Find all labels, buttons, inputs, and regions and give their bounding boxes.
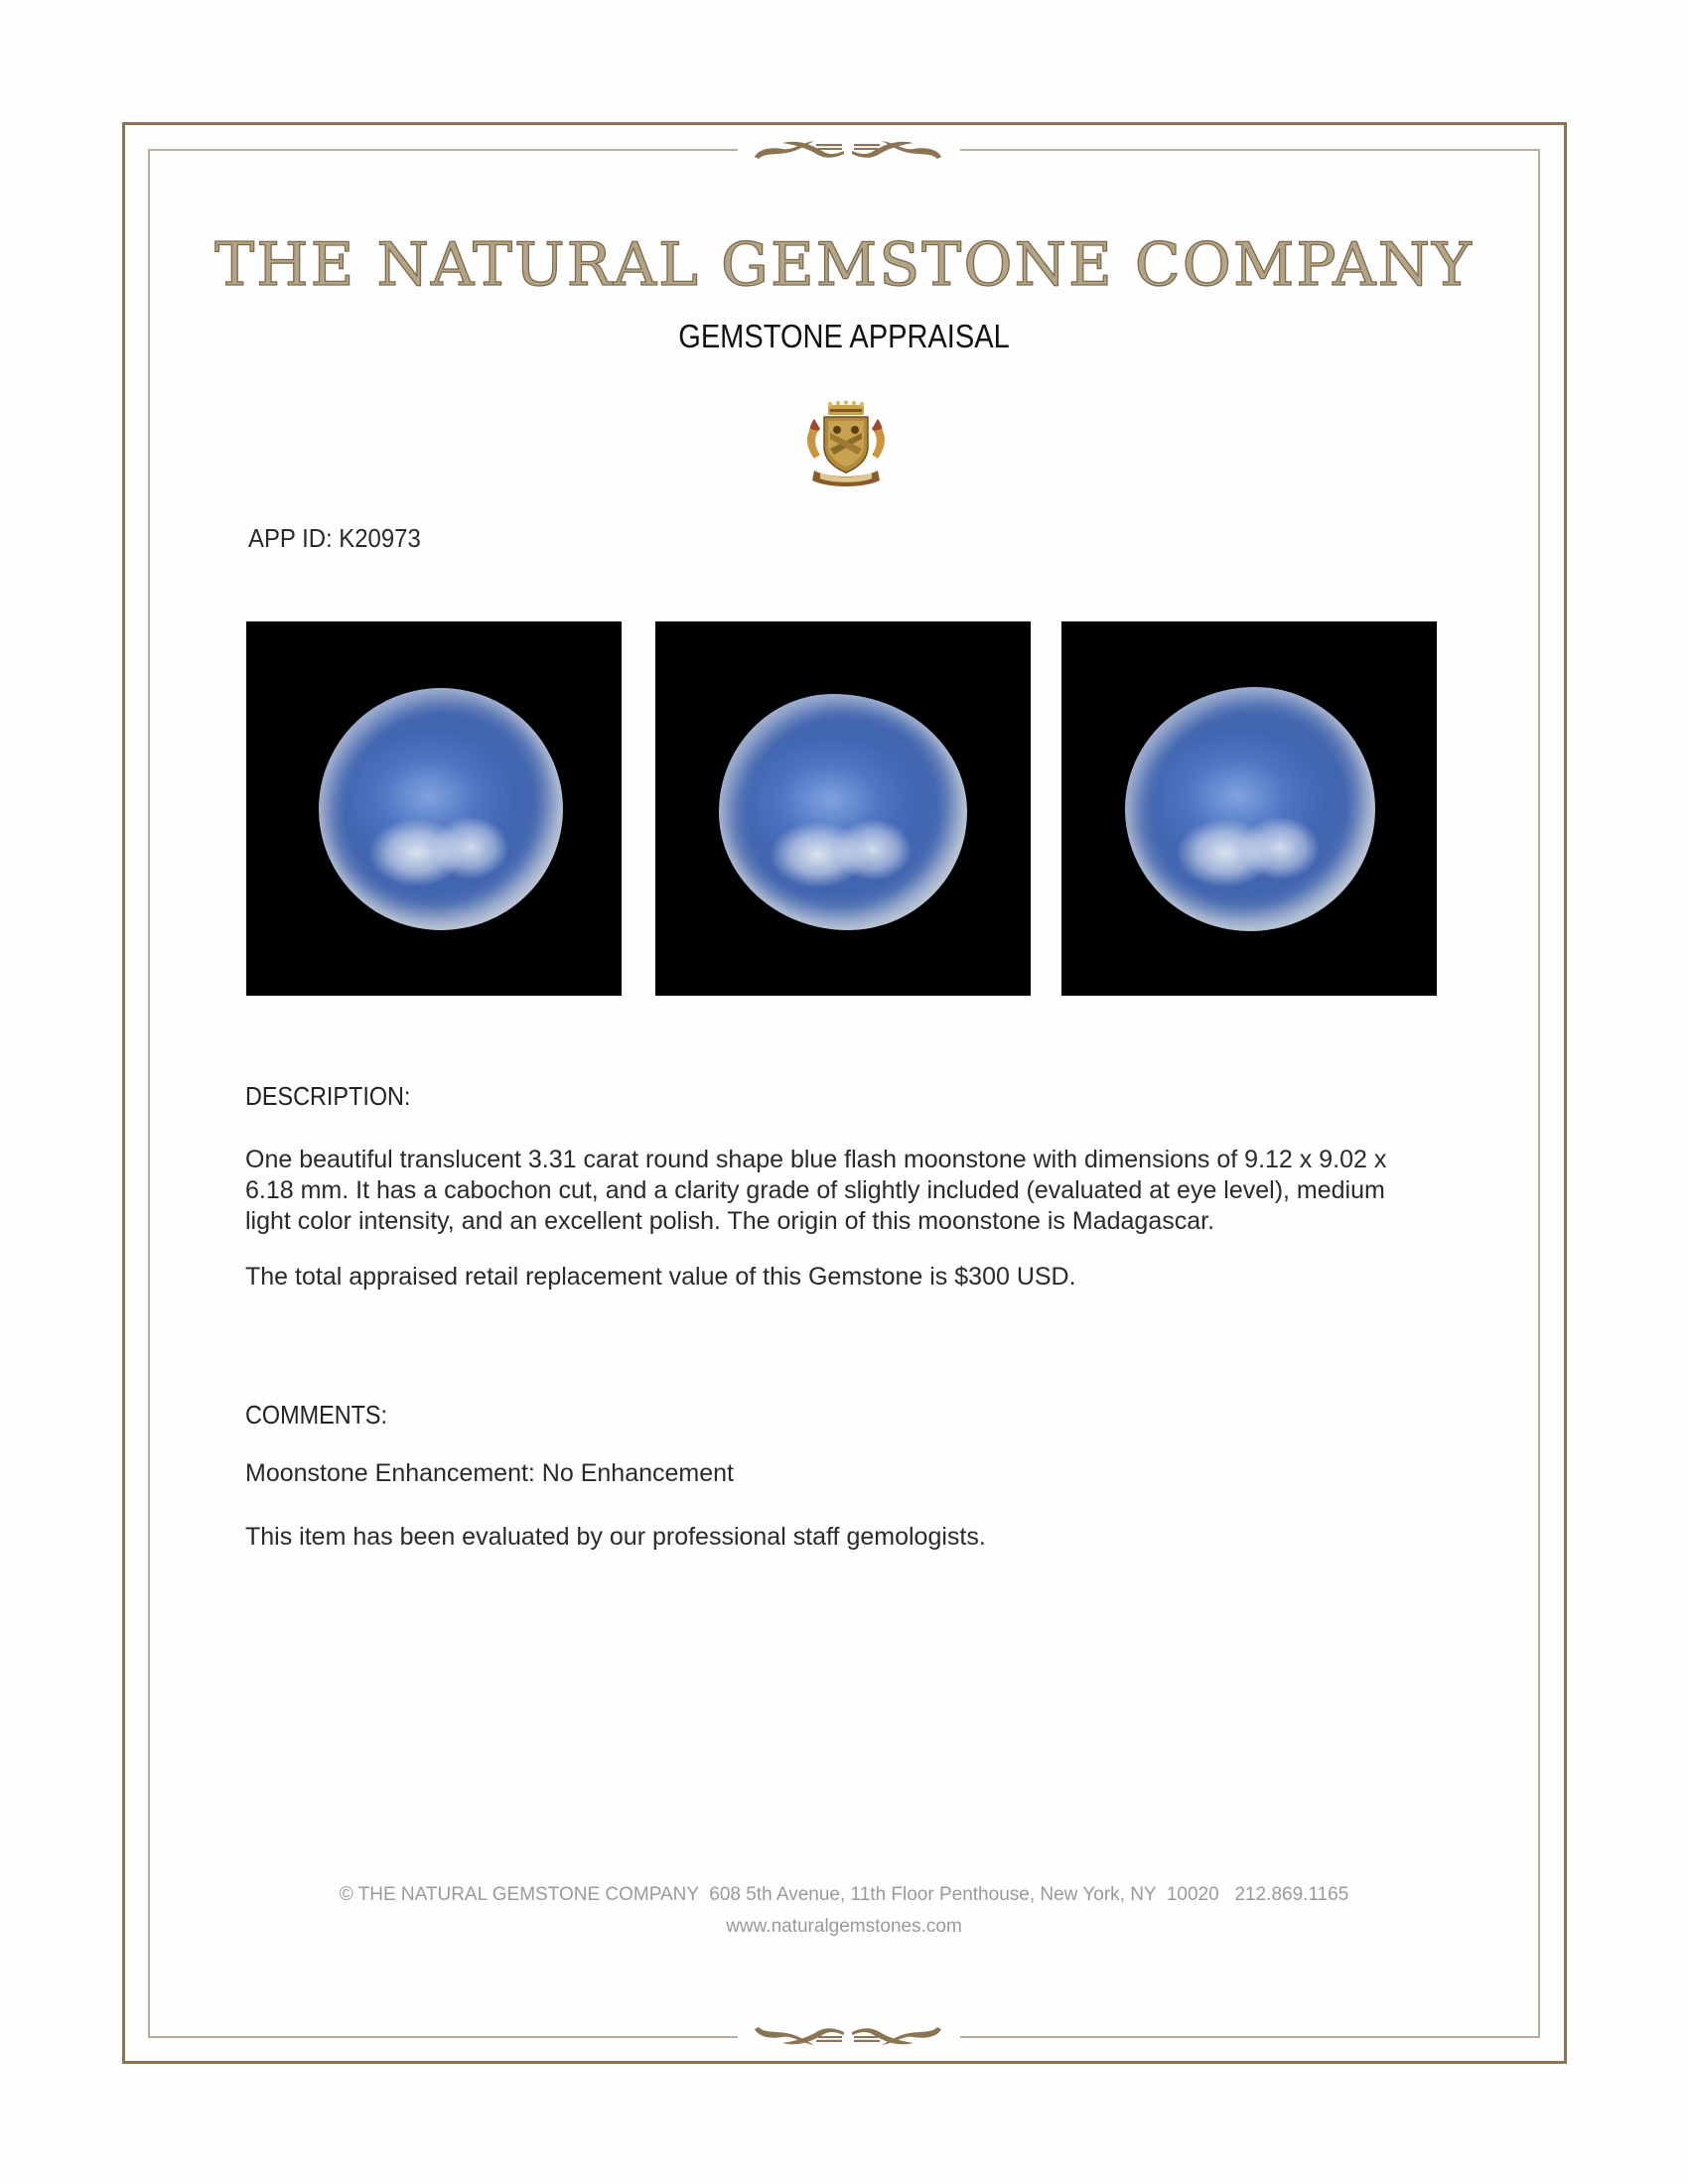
footer-website-link[interactable]: www.naturalgemstones.com xyxy=(726,1916,962,1937)
comments-heading: COMMENTS: xyxy=(245,1400,388,1430)
appraised-value-statement: The total appraised retail replacement value of this Gemstone is $300 USD. xyxy=(245,1263,1076,1291)
comments-body xyxy=(245,1458,1437,1553)
app-id-text: APP ID: K20973 xyxy=(248,523,421,553)
inner-border-top-left xyxy=(148,149,738,151)
bottom-flourish-ornament-icon xyxy=(753,2025,943,2051)
document-title: GEMSTONE APPRAISAL xyxy=(678,318,1010,354)
inner-border-left xyxy=(148,149,150,2038)
enhancement-note: Moonstone Enhancement: No Enhancement xyxy=(245,1459,734,1487)
description-paragraph: One beautiful translucent 3.31 carat round shape blue flash moonstone with dimensions of 9.12 x 9.02 x 6.18 mm. It has a cabochon cut, and a clarity grade of slightly included (evaluated at eye level), medium light color intensity, and an excellent polish. The origin of this moonstone is Madagascar. xyxy=(245,1146,1387,1235)
footer-address: © THE NATURAL GEMSTONE COMPANY 608 5th Avenue, 11th Floor Penthouse, New York, NY 10020 212.869.1165 xyxy=(339,1884,1349,1905)
moonstone-image-round xyxy=(319,688,563,930)
gemstone-photo-3 xyxy=(1061,621,1437,996)
top-flourish-ornament-icon xyxy=(753,135,943,161)
moonstone-image-tilted-right xyxy=(1125,687,1375,931)
company-name-heading: THE NATURAL GEMSTONE COMPANY xyxy=(214,230,1474,300)
inner-border-right xyxy=(1538,149,1540,2038)
inner-border-top-right xyxy=(960,149,1540,151)
moonstone-image-tilted-left xyxy=(719,694,967,930)
inner-border-bottom-left xyxy=(148,2036,738,2038)
heraldic-crest-icon xyxy=(804,399,888,488)
gemstone-photo-2 xyxy=(655,621,1031,996)
description-body xyxy=(245,1145,1437,1293)
inner-border-bottom-right xyxy=(960,2036,1540,2038)
gemstone-photo-1 xyxy=(246,621,622,996)
evaluation-note: This item has been evaluated by our professional staff gemologists. xyxy=(245,1523,986,1551)
description-heading: DESCRIPTION: xyxy=(245,1081,411,1111)
